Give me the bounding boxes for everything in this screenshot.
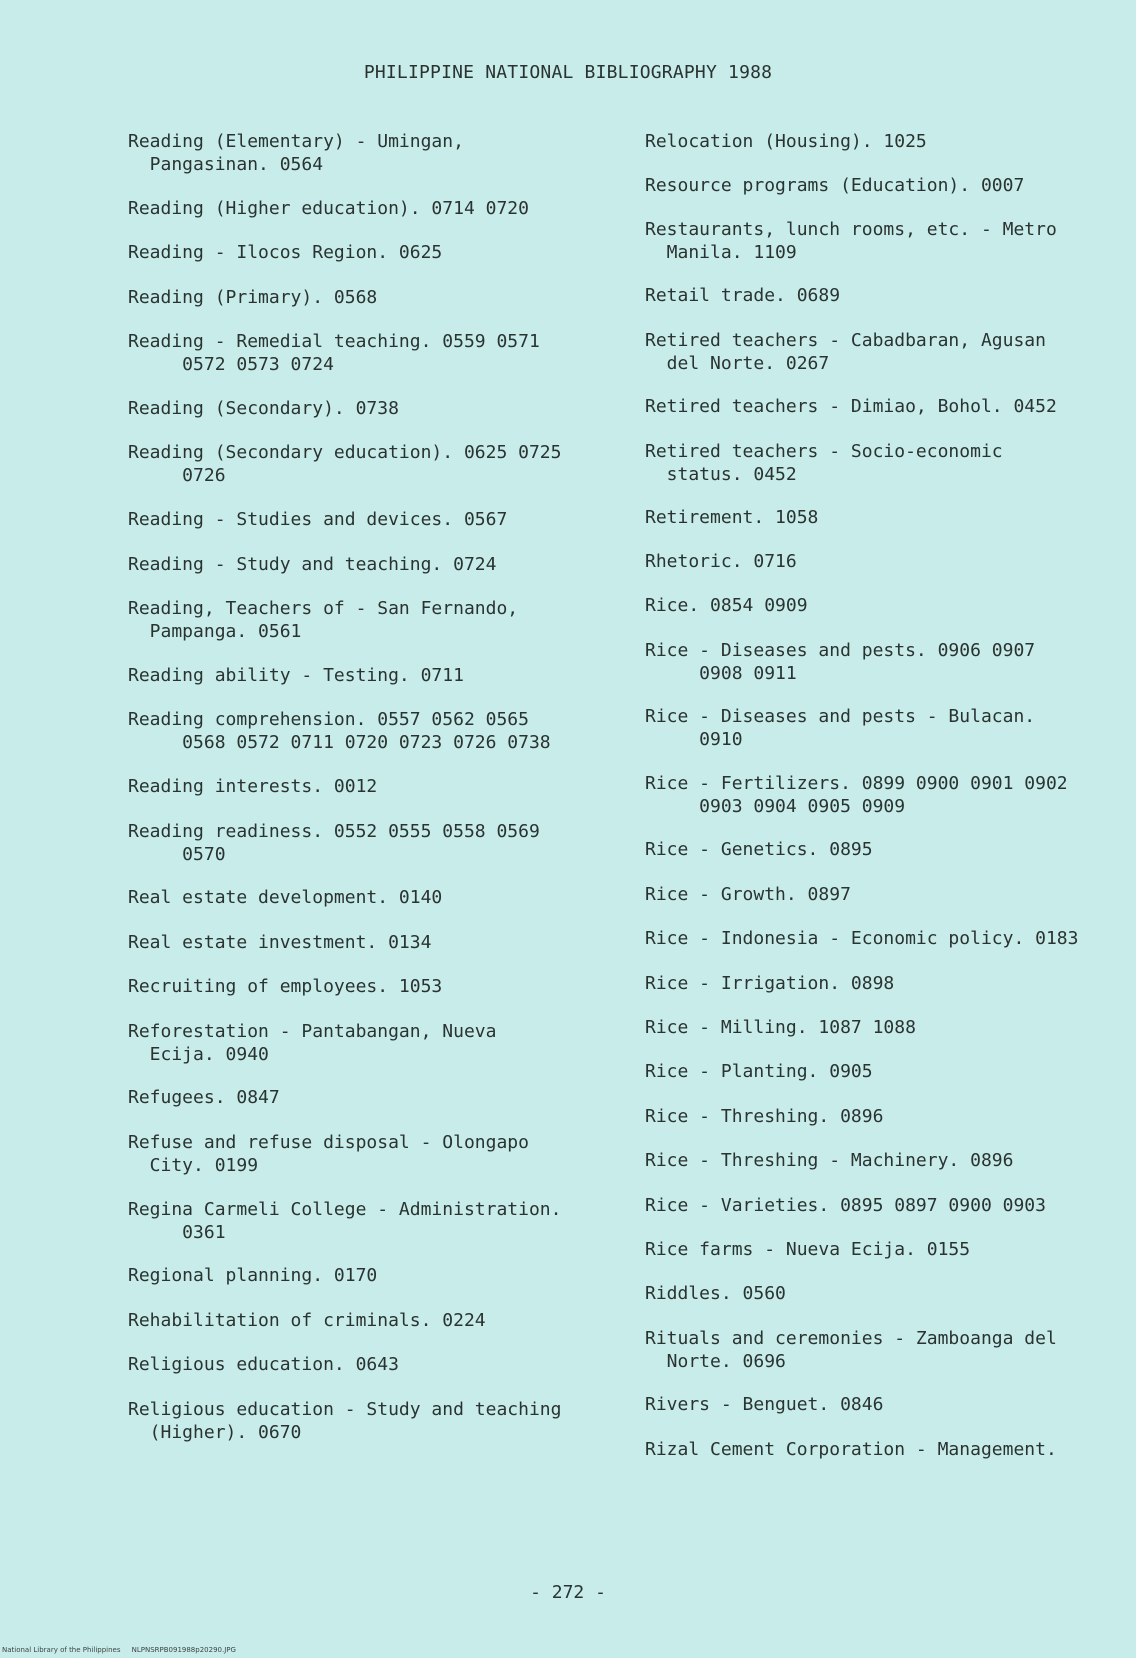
index-entry: Rice - Varieties. 0895 0897 0900 0903 bbox=[645, 1195, 1046, 1216]
index-entry: Refuse and refuse disposal - Olongapo City. 0199 bbox=[128, 1132, 529, 1176]
index-entry: Rice farms - Nueva Ecija. 0155 bbox=[645, 1239, 971, 1260]
index-entry: Religious education - Study and teaching (Higher). 0670 bbox=[128, 1399, 562, 1443]
index-entry: Rice. 0854 0909 bbox=[645, 595, 808, 616]
index-entry: Rice - Planting. 0905 bbox=[645, 1061, 873, 1082]
index-entry: Regina Carmeli College - Administration. 0361 bbox=[128, 1199, 562, 1243]
index-entry: Retired teachers - Socio-economic status. 0452 bbox=[645, 441, 1003, 485]
index-entry: Real estate investment. 0134 bbox=[128, 932, 432, 953]
index-entry: Rice - Milling. 1087 1088 bbox=[645, 1017, 916, 1038]
index-entry: Retired teachers - Cabadbaran, Agusan del Norte. 0267 bbox=[645, 330, 1046, 374]
index-entry: Rice - Genetics. 0895 bbox=[645, 839, 873, 860]
index-entry: Reading - Studies and devices. 0567 bbox=[128, 509, 508, 530]
index-entry: Reading - Study and teaching. 0724 bbox=[128, 554, 497, 575]
index-entry: Retired teachers - Dimiao, Bohol. 0452 bbox=[645, 396, 1057, 417]
index-entry: Rice - Indonesia - Economic policy. 0183 bbox=[645, 928, 1079, 949]
index-entry: Reforestation - Pantabangan, Nueva Ecija. 0940 bbox=[128, 1021, 497, 1065]
index-entry: Reading (Higher education). 0714 0720 bbox=[128, 198, 529, 219]
index-entry: Reading - Ilocos Region. 0625 bbox=[128, 242, 443, 263]
index-entry: Regional planning. 0170 bbox=[128, 1265, 378, 1286]
index-entry: Rice - Diseases and pests - Bulacan. 0910 bbox=[645, 706, 1036, 750]
index-entry: Retirement. 1058 bbox=[645, 507, 819, 528]
index-entry: Refugees. 0847 bbox=[128, 1087, 280, 1108]
index-entry: Religious education. 0643 bbox=[128, 1354, 399, 1375]
index-entry: Rice - Growth. 0897 bbox=[645, 884, 851, 905]
index-entry: Rice - Irrigation. 0898 bbox=[645, 973, 895, 994]
index-entry: Rizal Cement Corporation - Management. bbox=[645, 1439, 1057, 1460]
page-title: PHILIPPINE NATIONAL BIBLIOGRAPHY 1988 bbox=[363, 62, 773, 83]
index-entry: Reading, Teachers of - San Fernando, Pampanga. 0561 bbox=[128, 598, 519, 642]
index-entry: Reading interests. 0012 bbox=[128, 776, 378, 797]
index-entry: Reading - Remedial teaching. 0559 0571 0572 0573 0724 bbox=[128, 331, 540, 375]
index-entry: Reading ability - Testing. 0711 bbox=[128, 665, 464, 686]
index-entry: Reading (Elementary) - Umingan, Pangasinan. 0564 bbox=[128, 131, 464, 175]
index-entry: Rice - Diseases and pests. 0906 0907 0908 0911 bbox=[645, 640, 1036, 684]
index-entry: Rivers - Benguet. 0846 bbox=[645, 1394, 884, 1415]
scan-footer: National Library of the Philippines NLPNSRPB091988p20290.JPG bbox=[2, 1646, 236, 1654]
index-entry: Reading (Secondary). 0738 bbox=[128, 398, 399, 419]
index-entry: Real estate development. 0140 bbox=[128, 887, 443, 908]
index-entry: Restaurants, lunch rooms, etc. - Metro Manila. 1109 bbox=[645, 219, 1057, 263]
index-entry: Recruiting of employees. 1053 bbox=[128, 976, 443, 997]
index-entry: Reading comprehension. 0557 0562 0565 0568 0572 0711 0720 0723 0726 0738 bbox=[128, 709, 551, 753]
index-entry: Rehabilitation of criminals. 0224 bbox=[128, 1310, 486, 1331]
index-entry: Relocation (Housing). 1025 bbox=[645, 131, 927, 152]
index-entry: Rituals and ceremonies - Zamboanga del Norte. 0696 bbox=[645, 1328, 1057, 1372]
index-entry: Rice - Threshing - Machinery. 0896 bbox=[645, 1150, 1014, 1171]
index-entry: Rice - Fertilizers. 0899 0900 0901 0902 0903 0904 0905 0909 bbox=[645, 773, 1068, 817]
index-entry: Retail trade. 0689 bbox=[645, 285, 841, 306]
index-entry: Reading (Secondary education). 0625 0725 0726 bbox=[128, 442, 562, 486]
index-entry: Rhetoric. 0716 bbox=[645, 551, 797, 572]
index-entry: Reading (Primary). 0568 bbox=[128, 287, 378, 308]
index-entry: Reading readiness. 0552 0555 0558 0569 0570 bbox=[128, 821, 540, 865]
page-number: - 272 - bbox=[530, 1582, 606, 1603]
index-entry: Riddles. 0560 bbox=[645, 1283, 786, 1304]
index-entry: Rice - Threshing. 0896 bbox=[645, 1106, 884, 1127]
index-entry: Resource programs (Education). 0007 bbox=[645, 175, 1025, 196]
